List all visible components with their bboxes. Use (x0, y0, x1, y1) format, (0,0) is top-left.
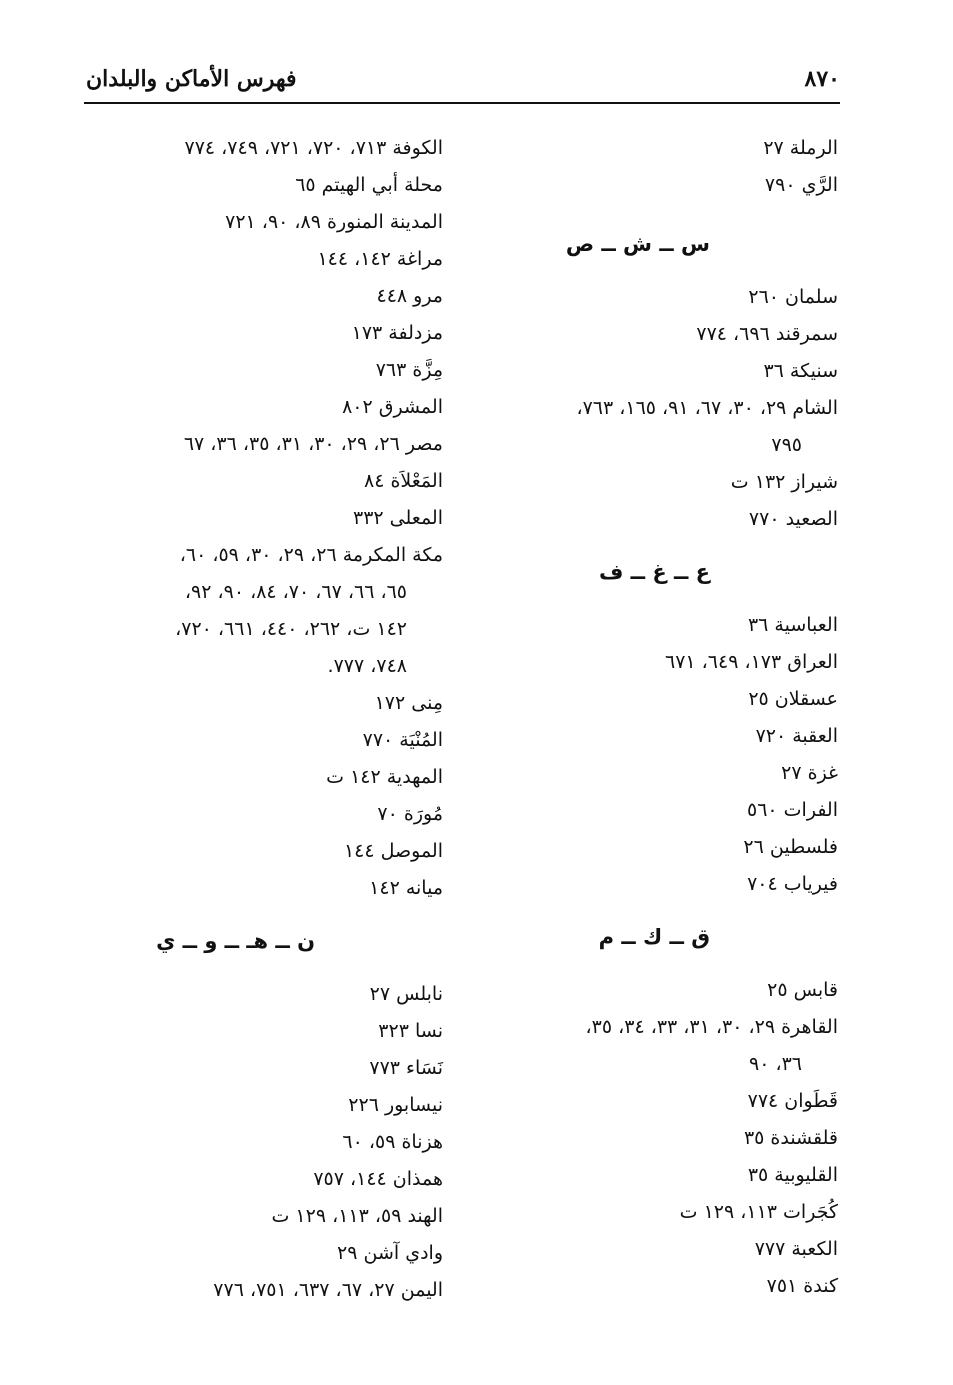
index-entry: محلة أبي الهيتم ٦٥ (295, 174, 443, 196)
section-heading: ن ــ هـ ــ و ــ ي (156, 929, 315, 953)
section-heading: س ــ ش ــ ص (565, 232, 710, 256)
index-entry: سلمان ٢٦٠ (748, 286, 838, 308)
index-entry: كُجَرات ١١٣، ١٢٩ ت (679, 1201, 838, 1223)
index-entry: المُنْيَة ٧٧٠ (362, 729, 443, 751)
index-entry: الرَّي ٧٩٠ (764, 174, 838, 196)
index-entry: المهدية ١٤٢ ت (326, 766, 443, 788)
index-entry: وادي آشن ٢٩ (337, 1242, 443, 1264)
index-entry: سنيكة ٣٦ (763, 360, 838, 382)
index-entry: المَعْلاَة ٨٤ (364, 470, 443, 492)
index-entry: غزة ٢٧ (781, 762, 838, 784)
index-entry: الفرات ٥٦٠ (747, 799, 838, 821)
index-entry: نابلس ٢٧ (369, 983, 443, 1005)
index-entry-continuation: ٧٩٥ (771, 434, 802, 456)
index-entry: المشرق ٨٠٢ (342, 396, 443, 418)
index-entry: اليمن ٢٧، ٦٧، ٦٣٧، ٧٥١، ٧٧٦ (213, 1279, 443, 1301)
page-header (84, 60, 840, 104)
index-entry: الكعبة ٧٧٧ (754, 1238, 838, 1260)
index-column-left (93, 130, 443, 1309)
index-entry: مرو ٤٤٨ (376, 285, 443, 307)
index-entry: العقبة ٧٢٠ (755, 725, 838, 747)
index-entry: فلسطين ٢٦ (743, 836, 838, 858)
index-entry: الموصل ١٤٤ (343, 840, 443, 862)
index-entry: قابس ٢٥ (767, 979, 838, 1001)
index-entry: الرملة ٢٧ (763, 137, 838, 159)
index-entry-continuation: ٦٥، ٦٦، ٦٧، ٧٠، ٨٤، ٩٠، ٩٢، (184, 581, 407, 603)
index-entry-continuation: ١٤٢ ت، ٢٦٢، ٤٤٠، ٦٦١، ٧٢٠، (175, 618, 407, 640)
index-entry: كندة ٧٥١ (766, 1275, 838, 1297)
index-entry: مصر ٢٦، ٢٩، ٣٠، ٣١، ٣٥، ٣٦، ٦٧ (183, 433, 443, 455)
index-entry: مِنى ١٧٢ (374, 692, 443, 714)
section-heading: ع ــ غ ــ ف (598, 560, 710, 584)
index-entry: قلقشندة ٣٥ (743, 1127, 838, 1149)
index-entry: قَطَوان ٧٧٤ (747, 1090, 838, 1112)
index-entry: نسا ٣٢٣ (378, 1020, 443, 1042)
page-number: ٨٧٠ (804, 66, 840, 92)
index-entry: الصعيد ٧٧٠ (748, 508, 838, 530)
index-entry: همذان ١٤٤، ٧٥٧ (313, 1168, 443, 1190)
index-entry: نَسَاء ٧٧٣ (369, 1057, 443, 1079)
index-entry: المدينة المنورة ٨٩، ٩٠، ٧٢١ (225, 211, 443, 233)
index-entry: المعلى ٣٣٢ (352, 507, 443, 529)
section-heading: ق ــ ك ــ م (598, 925, 710, 949)
index-entry: هزناة ٥٩، ٦٠ (342, 1131, 443, 1153)
index-entry-continuation: ٣٦، ٩٠ (748, 1053, 802, 1075)
index-entry: مكة المكرمة ٢٦، ٢٩، ٣٠، ٥٩، ٦٠، (179, 544, 443, 566)
index-entry: سمرقند ٦٩٦، ٧٧٤ (696, 323, 838, 345)
index-entry: نيسابور ٢٢٦ (348, 1094, 443, 1116)
index-entry: مراغة ١٤٢، ١٤٤ (317, 248, 443, 270)
running-title: فهرس الأماكن والبلدان (86, 66, 297, 92)
index-entry: الشام ٢٩، ٣٠، ٦٧، ٩١، ١٦٥، ٧٦٣، (576, 397, 838, 419)
index-entry: شيراز ١٣٢ ت (730, 471, 838, 493)
index-entry: الكوفة ٧١٣، ٧٢٠، ٧٢١، ٧٤٩، ٧٧٤ (184, 137, 443, 159)
index-entry: مِزَّة ٧٦٣ (375, 359, 443, 381)
index-entry: مُورَة ٧٠ (377, 803, 443, 825)
index-entry: القليوبية ٣٥ (747, 1164, 838, 1186)
index-entry-continuation: ٧٤٨، ٧٧٧. (327, 655, 407, 677)
index-entry: ميانه ١٤٢ (369, 877, 443, 899)
index-entry: العراق ١٧٣، ٦٤٩، ٦٧١ (665, 651, 838, 673)
index-entry: القاهرة ٢٩، ٣٠، ٣١، ٣٣، ٣٤، ٣٥، (585, 1016, 838, 1038)
index-entry: مزدلفة ١٧٣ (351, 322, 443, 344)
index-column-right (486, 130, 838, 1305)
index-entry: الهند ٥٩، ١١٣، ١٢٩ ت (271, 1205, 443, 1227)
index-entry: فيرياب ٧٠٤ (747, 873, 838, 895)
index-entry: عسقلان ٢٥ (748, 688, 838, 710)
index-entry: العباسية ٣٦ (747, 614, 838, 636)
